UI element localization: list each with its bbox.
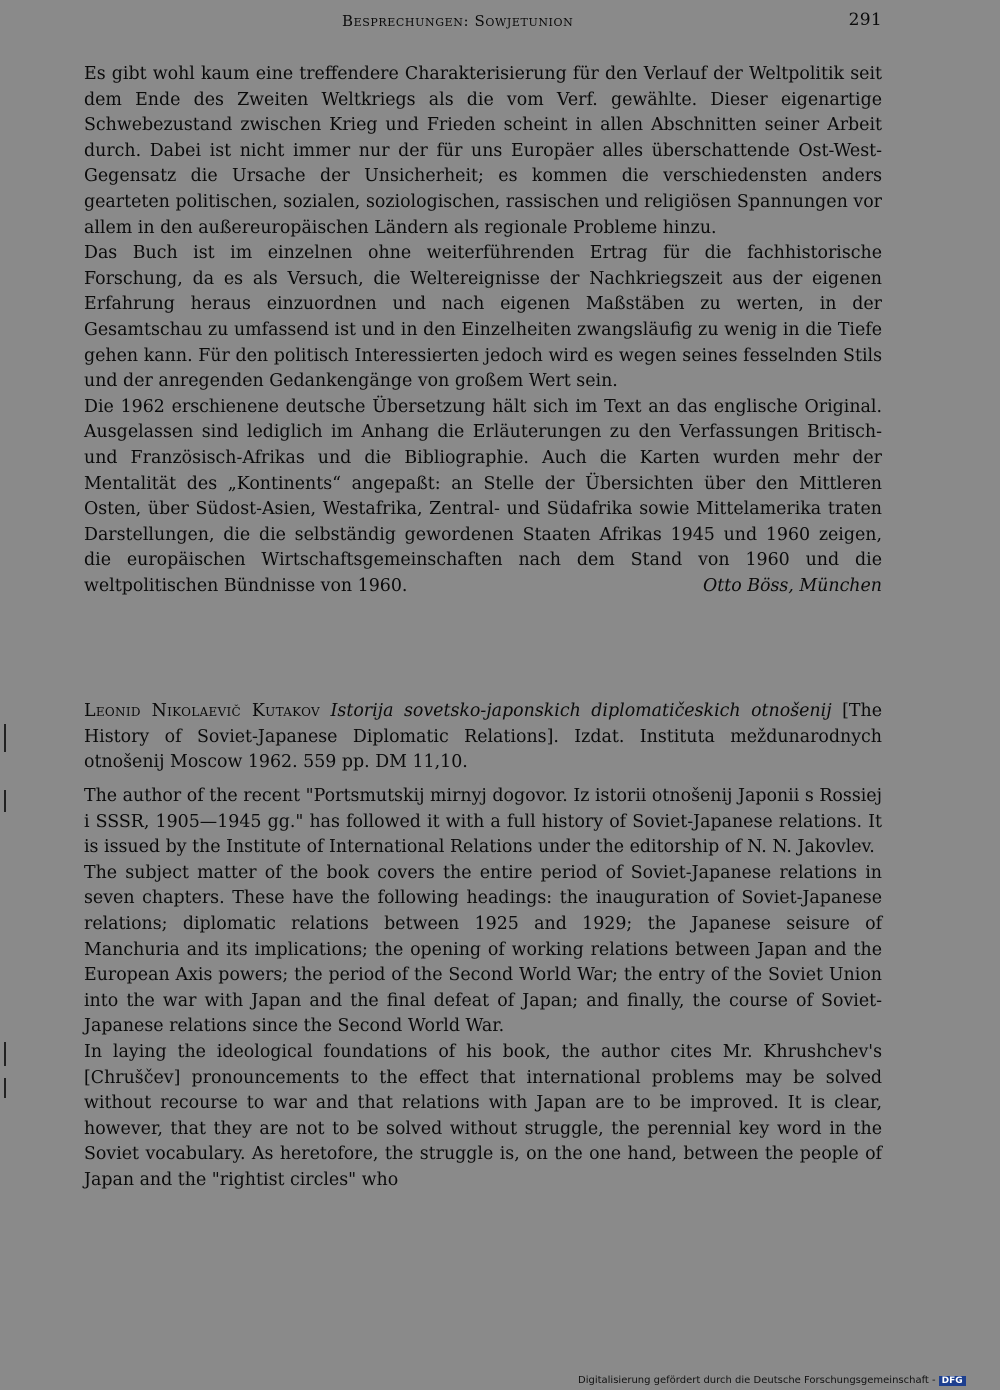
book-details: [The History of Soviet-Japanese Diplomatic Relations]. Izdat. Instituta meždunarodnych otnošenij Moscow 1962. 559 pp. DM 11,10.	[84, 701, 883, 773]
dfg-logo: DFG	[939, 1376, 966, 1386]
book-citation	[84, 699, 882, 776]
footer-text: Digitalisierung gefördert durch die Deutsche Forschungsgemeinschaft -	[578, 1375, 936, 1386]
running-title: Besprechungen: Sowjetunion	[342, 12, 574, 30]
review-kutakov	[84, 784, 882, 1194]
margin-mark	[4, 790, 6, 812]
book-author: Leonid Nikolaevič Kutakov	[84, 701, 321, 721]
book-title: Istorija sovetsko-japonskich diplomatičeskich otnošenij	[330, 701, 832, 721]
review2-paragraph-2: The subject matter of the book covers the entire period of Soviet-Japanese relations in seven chapters. These have the following headings: the inauguration of Soviet-Japanese relations; diplomatic relations between 1925 and 1929; the Japanese seisure of Manchuria and its implications; the opening of working relations between Japan and the European Axis powers; the period of the Second World War; the entry of the Soviet Union into the war with Japan and the final defeat of Japan; and finally, the course of Soviet-Japanese relations since the Second World War.	[84, 862, 882, 1037]
review1-paragraph-1: Es gibt wohl kaum eine treffendere Charakterisierung für den Verlauf der Weltpolitik seit dem Ende des Zweiten Weltkriegs als die vom Verf. gewählte. Dieser eigenartige Schwebezustand zwischen Krieg und Frieden scheint in allen Abschnitten seiner Arbeit durch. Dabei ist nicht immer nur der für uns Europäer alles überschattende Ost-West-Gegensatz die Ursache der Unsicherheit; es kommen die verschiedensten anders gearteten politischen, sozialen, soziologischen, rassischen und religiösen Spannungen vor allem in den außereuropäischen Ländern als regionale Probleme hinzu.	[84, 64, 882, 238]
margin-mark	[4, 724, 6, 752]
digitization-footer	[578, 1375, 966, 1386]
review-otto-boss	[84, 62, 882, 599]
review1-paragraph-3-text: Die 1962 erschienene deutsche Übersetzung hält sich im Text an das englische Original. Ausgelassen sind lediglich im Anhang die Erläuterungen zu den Verfassungen Britisch- und Französisch-Afrikas und die Bibliographie. Auch die Karten wurden mehr der Mentalität des „Kontinents“ angepaßt: an Stelle der Übersichten über den Mittleren Osten, über Südost-Asien, Westafrika, Zentral- und Südafrika sowie Mittelamerika traten Darstellungen, die die selbständig gewordenen Staaten Afrikas 1945 und 1960 zeigen, die europäischen Wirtschaftsgemeinschaften nach dem Stand von 1960 und die weltpolitischen Bündnisse von 1960.	[84, 396, 882, 596]
review2-paragraph-3: In laying the ideological foundations of his book, the author cites Mr. Khrushchev's [Chruščev] pronouncements to the effect that international problems may be solved without recourse to war and that relations with Japan are to be improved. It is clear, however, that they are not to be solved without struggle, the perennial key word in the Soviet vocabulary. As heretofore, the struggle is, on the one hand, between the people of Japan and the "rightist circles" who	[84, 1041, 882, 1190]
page-number: 291	[848, 10, 882, 30]
review1-paragraph-3	[84, 395, 882, 600]
margin-mark	[4, 1042, 6, 1066]
review2-paragraph-1: The author of the recent "Portsmutskij mirnyj dogovor. Iz istorii otnošenij Japonii s Rossiej i SSSR, 1905—1945 gg." has followed it with a full history of Soviet-Japanese relations. It is issued by the Institute of International Relations under the editorship of N. N. Jakovlev.	[84, 786, 882, 858]
review1-paragraph-2: Das Buch ist im einzelnen ohne weiterführenden Ertrag für die fachhistorische Forschung, da es als Versuch, die Weltereignisse der Nachkriegszeit aus der eigenen Erfahrung heraus einzuordnen und nach eigenen Maßstäben zu werten, in der Gesamtschau zu umfassend ist und in den Einzelheiten zwangsläufig zu wenig in die Tiefe gehen kann. Für den politisch Interessierten jedoch wird es wegen seines fesselnden Stils und der anregenden Gedankengänge von großem Wert sein.	[84, 243, 882, 392]
margin-mark	[4, 1078, 6, 1098]
reviewer-signature: Otto Böss, München	[702, 575, 882, 596]
